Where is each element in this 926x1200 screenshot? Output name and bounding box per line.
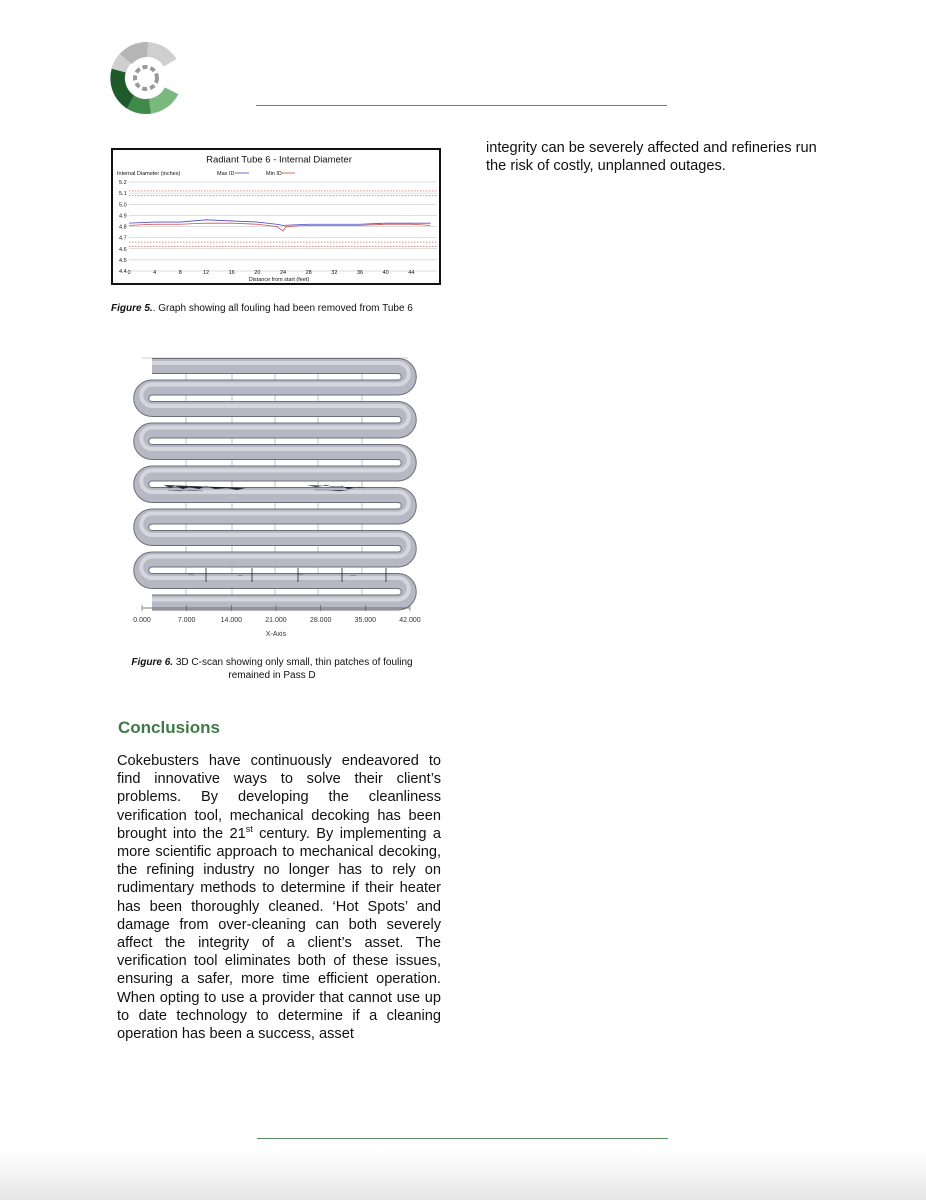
x-axis-label: Distance from start (feet) — [248, 277, 310, 283]
y-tick-label: 4.9 — [119, 213, 127, 220]
x-tick-label: 28.000 — [309, 617, 332, 624]
chart-title-group — [206, 155, 352, 166]
legend-label-max-id: Max ID — [217, 171, 235, 177]
figure5-chart-frame — [111, 148, 441, 285]
x-tick-label: 36 — [356, 270, 364, 276]
figure6-cscan — [128, 352, 428, 644]
figure5-caption — [111, 302, 451, 315]
y-axis-label: Internal Diameter (inches) — [117, 171, 181, 177]
chart-title: Radiant Tube 6 - Internal Diameter — [206, 154, 352, 166]
cscan-x-axis-label: X-Axis — [265, 631, 287, 638]
x-tick-label: 4 — [153, 270, 157, 276]
conclusions-heading: Conclusions — [118, 718, 221, 737]
x-tick-label: 0 — [127, 270, 131, 276]
x-tick-label: 0.000 — [133, 617, 151, 624]
right-column-paragraph: integrity can be severely affected and refineries run the risk of costly, unplanned outages. — [486, 140, 817, 175]
y-tick-label: 4.6 — [119, 246, 127, 253]
figure6-caption — [112, 656, 432, 682]
y-tick-label: 4.7 — [119, 235, 127, 242]
y-tick-label: 5.2 — [119, 180, 127, 186]
page-bottom-shade — [0, 1150, 926, 1200]
conclusions-paragraph — [117, 752, 441, 1043]
chart-series — [129, 220, 431, 231]
ordinal-suffix: st — [245, 823, 253, 834]
y-tick-label: 4.4 — [119, 269, 127, 275]
x-tick-label: 32 — [331, 270, 338, 276]
y-tick-label: 4.5 — [119, 257, 127, 264]
reference-lines — [129, 191, 437, 247]
company-logo — [108, 40, 184, 116]
y-tick-label: 5.0 — [119, 202, 127, 209]
x-tick-label: 42.000 — [399, 617, 421, 624]
figure6-caption-text: 3D C-scan showing only small, thin patches of fouling remained in Pass D — [173, 657, 413, 681]
figure5-caption-label: Figure 5. — [111, 303, 153, 314]
x-tick-label: 14.000 — [220, 617, 243, 624]
header-rule — [256, 105, 667, 106]
x-tick-label: 28 — [305, 270, 312, 276]
chart-legend — [217, 171, 295, 177]
x-tick-label: 44 — [408, 270, 415, 276]
x-tick-label: 7.000 — [177, 617, 196, 624]
y-tick-label: 5.1 — [119, 191, 127, 198]
series-line-min-id — [129, 223, 431, 231]
legend-label-min-id: Min ID — [266, 171, 282, 177]
figure5-chart — [113, 150, 439, 283]
x-tick-label: 8 — [178, 270, 182, 276]
x-tick-label: 20 — [254, 270, 261, 276]
x-tick-label: 12 — [202, 270, 210, 276]
x-tick-label: 21.000 — [265, 617, 287, 624]
figure5-caption-text: . Graph showing all fouling had been removed from Tube 6 — [152, 303, 413, 314]
y-tick-label: 4.8 — [119, 224, 127, 231]
figure6-caption-label: Figure 6. — [131, 657, 174, 668]
y-tick-labels — [119, 180, 127, 275]
conclusions-text-part2: century. By implementing a more scientific approach to mechanical decoking, the refining industry no longer has to rely on rudimentary methods to determine if their heater has been thoroughly cleaned. ‘Hot Spots’ and damage from over-cleaning can both severely affect the integrity of a client’s asset. The verification tool eliminates both of these issues, ensuring a safer, more time efficient operation. When opting to use a provider that cannot use up to date technology to determine if a cleaning operation has been a success, asset — [117, 825, 441, 1043]
x-tick-label: 16 — [228, 270, 235, 276]
conclusions-text-part1: Cokebusters have continuously endeavored to find innovative ways to solve their client’s problems. By developing the cleanliness verification tool, mechanical decoking has been brought into the 21 — [117, 753, 441, 842]
x-tick-label: 24 — [279, 270, 287, 276]
x-tick-label: 35.000 — [354, 617, 377, 624]
x-tick-label: 40 — [382, 270, 389, 276]
footer-rule — [257, 1138, 668, 1139]
